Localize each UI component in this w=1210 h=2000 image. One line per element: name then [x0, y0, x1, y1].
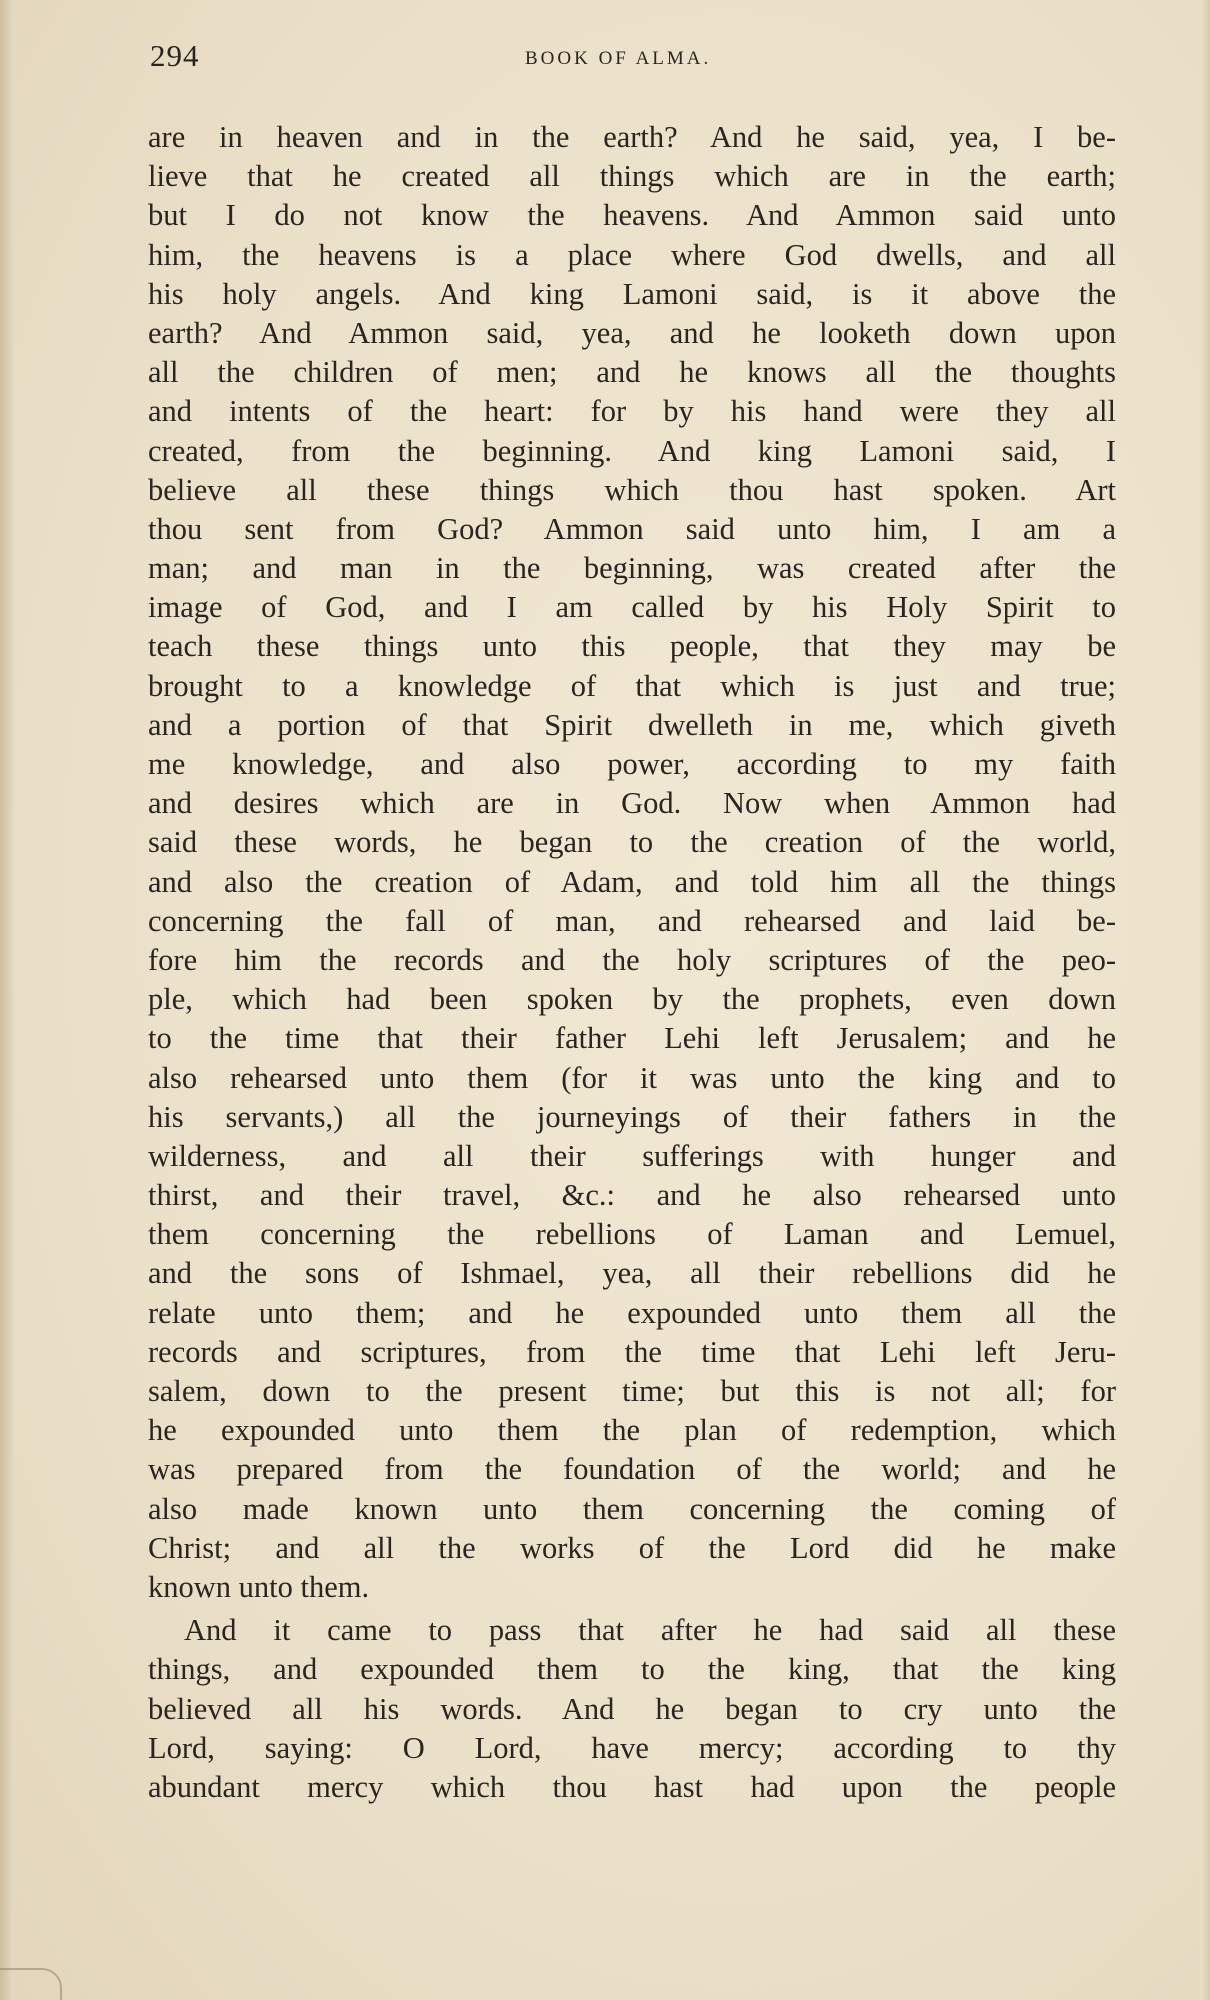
- text-line: me knowledge, and also power, according to my faith: [148, 747, 1116, 781]
- text-line: things, and expounded them to the king, that the king: [148, 1652, 1116, 1687]
- text-line: and also the creation of Adam, and told him all the things: [148, 864, 1116, 899]
- text-line: and a portion of that Spirit dwelleth in me, which giveth: [148, 707, 1116, 742]
- text-line: believed all his words. And he began to cry unto the: [148, 1691, 1116, 1726]
- text-line: thirst, and their travel, &c.: and he also rehearsed unto: [148, 1178, 1116, 1213]
- text-line: earth? And Ammon said, yea, and he looketh down upon: [148, 315, 1116, 350]
- page-corner-fold: [0, 1968, 62, 2000]
- text-line: brought to a knowledge of that which is just and true;: [148, 668, 1116, 703]
- text-line: his servants,) all the journeyings of their fathers in the: [148, 1099, 1116, 1134]
- text-line: said these words, he began to the creation of the world,: [148, 825, 1116, 860]
- text-line: salem, down to the present time; but this is not all; for: [148, 1374, 1116, 1408]
- text-line: fore him the records and the holy scriptures of the peo-: [148, 942, 1116, 977]
- text-line: and intents of the heart: for by his hand were they all: [148, 394, 1116, 429]
- text-line: And it came to pass that after he had said all these: [184, 1613, 1116, 1648]
- text-line: known unto them.: [148, 1569, 370, 1604]
- text-line: Lord, saying: O Lord, have mercy; according to thy: [148, 1730, 1116, 1765]
- body-text: [148, 118, 1116, 1807]
- page-header: [150, 38, 1110, 88]
- text-line: ple, which had been spoken by the prophets, even down: [148, 982, 1116, 1017]
- text-line: image of God, and I am called by his Holy Spirit to: [148, 590, 1116, 625]
- text-line: thou sent from God? Ammon said unto him, I am a: [148, 511, 1116, 546]
- text-line: wilderness, and all their sufferings with hunger and: [148, 1138, 1116, 1173]
- text-line: also made known unto them concerning the coming of: [148, 1491, 1116, 1526]
- text-line: records and scriptures, from the time that Lehi left Jeru-: [148, 1334, 1116, 1369]
- text-line: are in heaven and in the earth? And he said, yea, I be-: [148, 120, 1116, 154]
- page-number: 294: [150, 38, 200, 73]
- text-line: and the sons of Ishmael, yea, all their rebellions did he: [148, 1256, 1116, 1291]
- text-line: lieve that he created all things which are in the earth;: [148, 159, 1116, 194]
- text-line: abundant mercy which thou hast had upon the people: [148, 1769, 1116, 1804]
- text-line: created, from the beginning. And king Lamoni said, I: [148, 433, 1116, 468]
- text-line: teach these things unto this people, that they may be: [148, 629, 1116, 664]
- text-line: to the time that their father Lehi left Jerusalem; and he: [148, 1021, 1116, 1056]
- text-line: man; and man in the beginning, was created after the: [148, 551, 1116, 586]
- text-line: him, the heavens is a place where God dwells, and all: [148, 237, 1116, 272]
- running-title: BOOK OF ALMA.: [525, 48, 712, 69]
- page-edge-right: [1200, 0, 1210, 2000]
- text-line: them concerning the rebellions of Laman and Lemuel,: [148, 1217, 1116, 1252]
- text-line: and desires which are in God. Now when Ammon had: [148, 786, 1116, 821]
- text-line: was prepared from the foundation of the world; and he: [148, 1452, 1116, 1487]
- text-line: but I do not know the heavens. And Ammon said unto: [148, 198, 1116, 233]
- text-line: he expounded unto them the plan of redemption, which: [148, 1413, 1116, 1448]
- page-edge-left: [0, 0, 14, 2000]
- text-line: Christ; and all the works of the Lord did he make: [148, 1530, 1116, 1565]
- text-line: also rehearsed unto them (for it was unto the king and to: [148, 1060, 1116, 1095]
- text-line: concerning the fall of man, and rehearsed and laid be-: [148, 903, 1116, 938]
- text-line: his holy angels. And king Lamoni said, is it above the: [148, 276, 1116, 311]
- text-line: all the children of men; and he knows all the thoughts: [148, 355, 1116, 390]
- text-line: believe all these things which thou hast spoken. Art: [148, 472, 1116, 507]
- text-line: relate unto them; and he expounded unto them all the: [148, 1295, 1116, 1330]
